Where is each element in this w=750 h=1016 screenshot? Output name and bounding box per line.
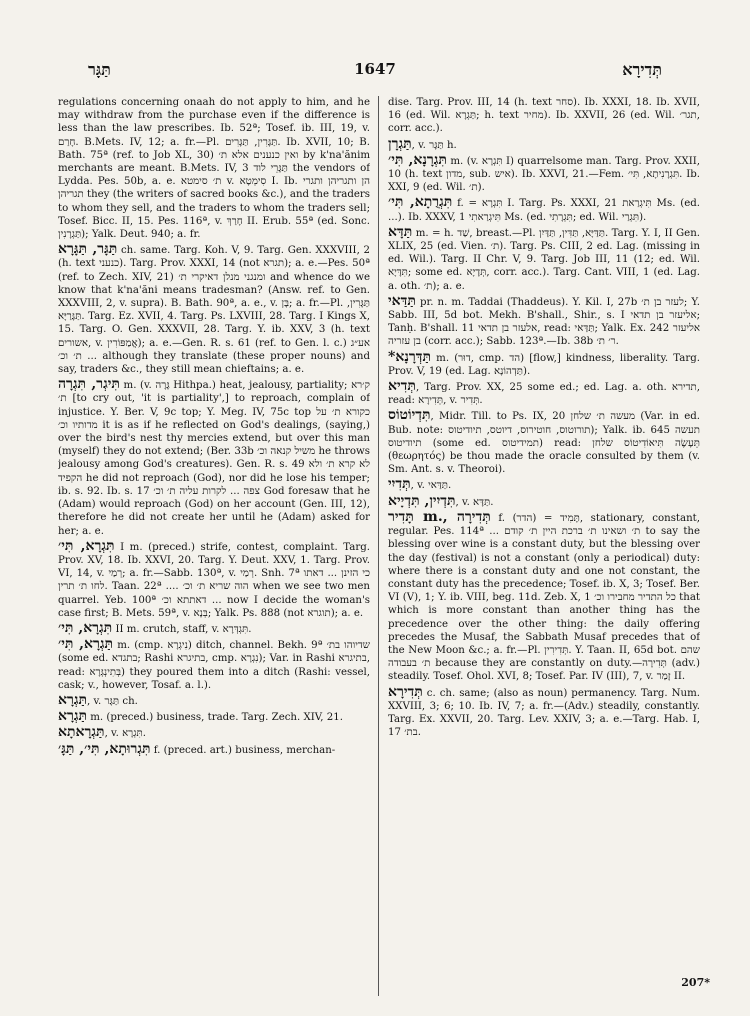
dictionary-entry — [388, 683, 700, 740]
entry-text: f. (preced. art.) business, merchan- — [150, 744, 336, 756]
page-number: 1647 — [354, 60, 396, 78]
running-header — [60, 60, 690, 84]
entry-headword: תִּדְיִין, תִּדְיָיא — [388, 492, 456, 509]
entry-text: , Targ. Prov. XX, 25 some ed.; ed. Lag. a. oth. תדירא, read: תְּדִירָא, v. תְּדִיר. — [388, 382, 700, 407]
entry-headword: תְּדִירָא — [388, 683, 423, 700]
entry-text: pr. n. m. Taddai (Thaddeus). Y. Kil. I, 27b לעזר בן ת׳; Y. Sabb. III, 5d bot. Mekh. B'shall., Shir., s. I אליעזר בן תדאי; Tanḥ. B'shall. 11 אלעזר בן תדאי, read: תַּדַּאי; Yalk. Ex. 242 אליעזר בן עזריה (corr. acc.); Sabb. 123ª.—Ib. 38b ר׳ ת׳. — [388, 296, 700, 348]
signature-mark: 207* — [681, 976, 710, 989]
entry-headword: תִּגְרָא, תִּי׳ — [58, 619, 113, 636]
dictionary-entry — [388, 96, 700, 136]
dictionary-entry — [388, 135, 700, 152]
dictionary-entry — [388, 196, 700, 223]
header-right-guide-word: תְּדִירָא — [622, 60, 662, 79]
entry-headword: תָּדִיר m., תְּדִירָה — [388, 508, 491, 525]
left-column — [58, 96, 370, 991]
entry-text: , v. תַּדַּאי. — [410, 480, 452, 492]
entry-headword: תַּגְרָא — [58, 691, 88, 708]
dictionary-entry — [388, 409, 700, 476]
dictionary-entry — [388, 151, 700, 195]
entry-headword: תִּגְרָא, תִּי׳ — [58, 537, 115, 554]
entry-headword: תַּגָּר, תַּגָּרָא — [58, 241, 118, 258]
dictionary-entry — [58, 710, 370, 724]
dictionary-entry — [58, 638, 370, 692]
dictionary-entry — [388, 348, 700, 378]
entry-headword: תַּגְרָאתָא — [58, 724, 105, 741]
right-column — [388, 96, 700, 991]
entry-text: m. (v. תִּגְרָא I) quarrelsome man. Targ. Prov. XXII, 10 (h. text מדון, sub. איש). Ib. XXVI, 21.—Fem. תִּגְרָנִיתָא, תִּי׳. Ib. XXI, 9 (ed. Wil. ת׳). — [388, 155, 700, 194]
dictionary-entry — [58, 378, 370, 537]
entry-text: m. (דוּר, cmp. הד) [flow,] kindness, liberality. Targ. Prov. V, 19 (ed. Lag. תַּדְהוֹנָא). — [388, 352, 700, 377]
entry-text: m. (cmp. נִיגְרָא) ditch, channel. Bekh. 9ª שדיוהו בת׳ (some ed. בתגדא; Rashi בתיגרא, cmp. נִגְרָא); Var. in Rashi בתיגרא, read: בְּתִינְגְּרָא) they poured them into a ditch (Rashi: vessel, cask; v., however, Tosaf. a. l.). — [58, 640, 370, 691]
entry-text: , v. תַּדָּא. — [455, 496, 494, 508]
header-left-guide-word: תַּגָּר — [88, 60, 111, 79]
entry-text: f. (הדר) = תָּמִיד, stationary, constant, regular. Pes. 114ª ... ת׳ ושאינו ת׳ ברכת היין ת׳ קודם to say the blessing over wine is a constant duty, but the blessing over the day (festival) is not a constant (only a periodical) duty: where there is a constant duty and one not constant, the constant duty has the precedence; Tosef. ib. X, 3; Tosef. Ber. VI (V), 1; Y. ib. VIII, beg. 11d. Zeb. X, 1 כל התדיר מחבירו וכ׳ that which is more constant than another thing has the precedence over the other thing: the daily offering precedes the Musaf, the Sabbath Musaf precedes that of the New Moon &c.; a. fr.—Pl. תְּדִירִין. Y. Taan. II, 65d bot. שהם ת׳ בעבודה because they are constantly on duty.—תְּדִירָה (adv.) steadily. Tosef. Ohol. XVI, 8; Tosef. Par. IV (III), 7, v. זָמַר II. — [388, 512, 700, 683]
dictionary-entry — [388, 492, 700, 509]
dictionary-entry — [58, 243, 370, 376]
dictionary-entry — [58, 619, 370, 636]
entry-text: I m. (preced.) strife, contest, complaint. Targ. Prov. XV, 18. Ib. XXVI, 20. Targ. Y. Deut. XXV, 1. Targ. Prov. VI, 14, v. רְמַי; a. fr.—Sabb. 130ª, v. רְמַי. Snh. 7ª כי הזינן ... דאתו לחו ת׳ תרין. Taan. 22ª .... הוה שריא ת׳ וכ׳ when we see two men quarrel. Yeb. 100ª דאתתא וכ׳ ... now I decide the woman's case first; B. Mets. 59ª, v. בְּנָא; Yalk. Ps. 888 (not תוגרא); a. e. — [58, 541, 370, 619]
column-divider — [378, 96, 379, 996]
dictionary-entry — [58, 96, 370, 241]
dictionary-entry — [58, 726, 370, 740]
entry-text: , v. תַּגָּר h. — [411, 139, 457, 151]
dictionary-entry — [58, 691, 370, 708]
dictionary-entry — [58, 740, 370, 757]
dictionary-entry — [388, 380, 700, 407]
dictionary-entry — [388, 292, 700, 349]
entry-headword: תִּיגְר, תִּגְרָה — [58, 376, 120, 393]
entry-text: regulations concerning onaah do not apply to him, and he may withdraw from the purchase even if the difference is less than the law prescribes. Ib. 52ª; Tosef. ib. III, 19, v. חָרַם. B.Mets. IV, 12; a. fr.—Pl. תַּגָּרִין, תַּגָּרִים. Ib. XVII, 10; B. Bath. 75ª (ref. to Job XL, 30) ואין כנענים אלא ת׳ by k'na'ănim merchants are meant. B.Mets. IV, 3 תַּגָּרֵי לוד the vendors of Lydda. Pes. 50b, a. e. ת׳ סימטא v. סִימְטָא I. Ib. הן ותגריהן ותגרי תגריהן they (the writers of sacred books &c.), and the traders to whom they sell, and the traders to whom the traders sell; Tosef. Bicc. II, 15. Pes. 116ª, v. חָרַךְ II. Erub. 55ª (ed. Sonc. תַּגְרָנִין); Yalk. Deut. 940; a. fr. — [58, 97, 370, 241]
dictionary-entry — [388, 478, 700, 492]
dictionary-entry — [388, 508, 700, 684]
entry-text: m. (preced.) business, trade. Targ. Zech. XIV, 21. — [87, 712, 343, 724]
entry-headword: תִּגְרָנָא, תִּי׳ — [388, 151, 447, 168]
entry-headword: *תַּדְּרָנָא — [388, 348, 432, 365]
entry-text: II m. crutch, staff, v. תִּגְדְּרָא. — [112, 623, 252, 635]
entry-text: m. (v. גָּרָה Hithpa.) heat, jealousy, partiality; ק׳רא ת׳ [to cry out, 'it is partiality',] to reproach, complain of injustice. Y. Ber. V, 9c top; Y. Meg. IV, 75c top כקורא ת׳ על מדותיו וכ׳ it is as if he reflected on God's dealings, (saying,) over the bird's nest thy mercies extend, but over this man (myself) they do not extend; (Ber. 33b משיל קנאה וכ׳ he throws jealousy among God's creatures). Gen. R. s. 49 לא קרא ת׳ ולא הקפיד he did not reproach (God), nor did he lose his temper; ib. s. 92. Ib. s. 17 צפה ... לקרות עליה ת׳ וכ׳ God foresaw that he (Adam) would reproach (God) on her account (Gen. III, 12), therefore he did not create her until he (Adam) asked for her; a. e. — [58, 380, 370, 537]
dictionary-entry — [58, 537, 370, 620]
entry-headword: תִּדְיוֹטוֹס — [388, 407, 431, 424]
entry-headword: תַּדָּא — [388, 223, 413, 240]
entry-text: dise. Targ. Prov. III, 14 (h. text סחר). Ib. XXXI, 18. Ib. XVII, 16 (ed. Wil. תַּגְרָא; h. text מחיר). Ib. XXVII, 26 (ed. Wil. תגר׳, corr. acc.). — [388, 97, 700, 135]
entry-headword: תַּגְרָא, תִּי׳ — [58, 636, 114, 653]
entry-headword: תְּדִיא — [388, 378, 416, 395]
entry-headword: תַּדַּאי — [388, 292, 416, 309]
entry-headword: תַּגְרָא — [58, 708, 88, 725]
entry-text: , Midr. Till. to Ps. IX, 20 מעשה ת׳ שלחן (Var. in ed. Bub. note: תורוטוס, חוטירוס, דיוטס, תיודיטוס); Yalk. ib. 645 תעשה תיודיטוס (some ed. תמידיטוס) read: תֵּעָשֶׂה תִּיאוֹדִיטוֹס שלחן (θεωρητός) be thou made the oracle consulted by them (v. Sm. Ant. s. v. Theoroi). — [388, 411, 700, 476]
entry-headword: תִּגְרֻתָא, תִּי׳ — [388, 194, 453, 211]
entry-text: c. ch. same; (also as noun) permanency. Targ. Num. XXVIII, 3; 6; 10. Ib. IV, 7; a. fr.—(Adv.) steadily, constantly. Targ. Ex. XXVII, 20. Targ. Lev. XXIV, 3; a. e.—Targ. Hab. I, 17 בת׳. — [388, 687, 700, 739]
entry-headword: תַּגְרָן — [388, 135, 412, 152]
entry-text: f. = תִּגְרָא I. Targ. Ps. XXXI, 21 תִּיגְרַאת Ms. (ed. ...). Ib. XXXV, 1 תִּיגְרַאתִי Ms. (ed. תִּגְרָתִי; ed. Wil. תִּגְרַי). — [388, 198, 700, 223]
entry-text: m. = h. שַׁד, breast.—Pl. תַּדַּיָּא, תַּדִּין, תַּדַּיִן. Targ. Y. I, II Gen. XLIX, 25 (ed. Vien. ת׳). Targ. Ps. CIII, 2 ed. Lag. (missing in ed. Wil.). Targ. II Chr. V, 9. Targ. Job III, 11 (12; ed. Wil. תִּדָּיָא; some ed. תְּדָיָא, corr. acc.). Targ. Cant. VIII, 1 (ed. Lag. a. oth. ת׳); a. e. — [388, 227, 700, 292]
dictionary-entry — [388, 223, 700, 293]
entry-headword: תְּדִיִי — [388, 476, 411, 493]
entry-text: , v. תִּגְרָא. — [104, 728, 147, 740]
entry-headword: תִּגְרוּתָא, תִּי׳, תַּגָּ׳ — [58, 740, 151, 757]
entry-text: ch. same. Targ. Koh. V, 9. Targ. Gen. XXXVIII, 2 (h. text כנעני). Targ. Prov. XXXI, 14 (not תגרא); a. e.—Pes. 50ª (ref. to Zech. XIV, 21) ומנגני מנלן דאיקרי ת׳ and whence do we know that k'na'ăni means tradesman? (Answ. ref. to Gen. XXXVIII, 2, v. supra). B. Bath. 90ª, a. e., v. בָּן; a. fr.—Pl. תַּגָּרִין, תַּגָּרַיָּא. Targ. Ez. XVII, 4. Targ. Ps. LXVIII, 28. Targ. I Kings X, 15. Targ. O. Gen. XXXVII, 28. Targ. Y. ib. XXV, 3 (h. text אשורים, v. אֲמַפּוֹרִין); a. e.—Gen. R. s. 61 (ref. to Gen. l. c.) אע״ג ... ת׳ וכ׳ although they translate (these proper nouns) and say, traders &c., they still mean chieftains; a. e. — [58, 245, 370, 376]
entry-text: , v. תַּגָּר ch. — [87, 695, 138, 707]
